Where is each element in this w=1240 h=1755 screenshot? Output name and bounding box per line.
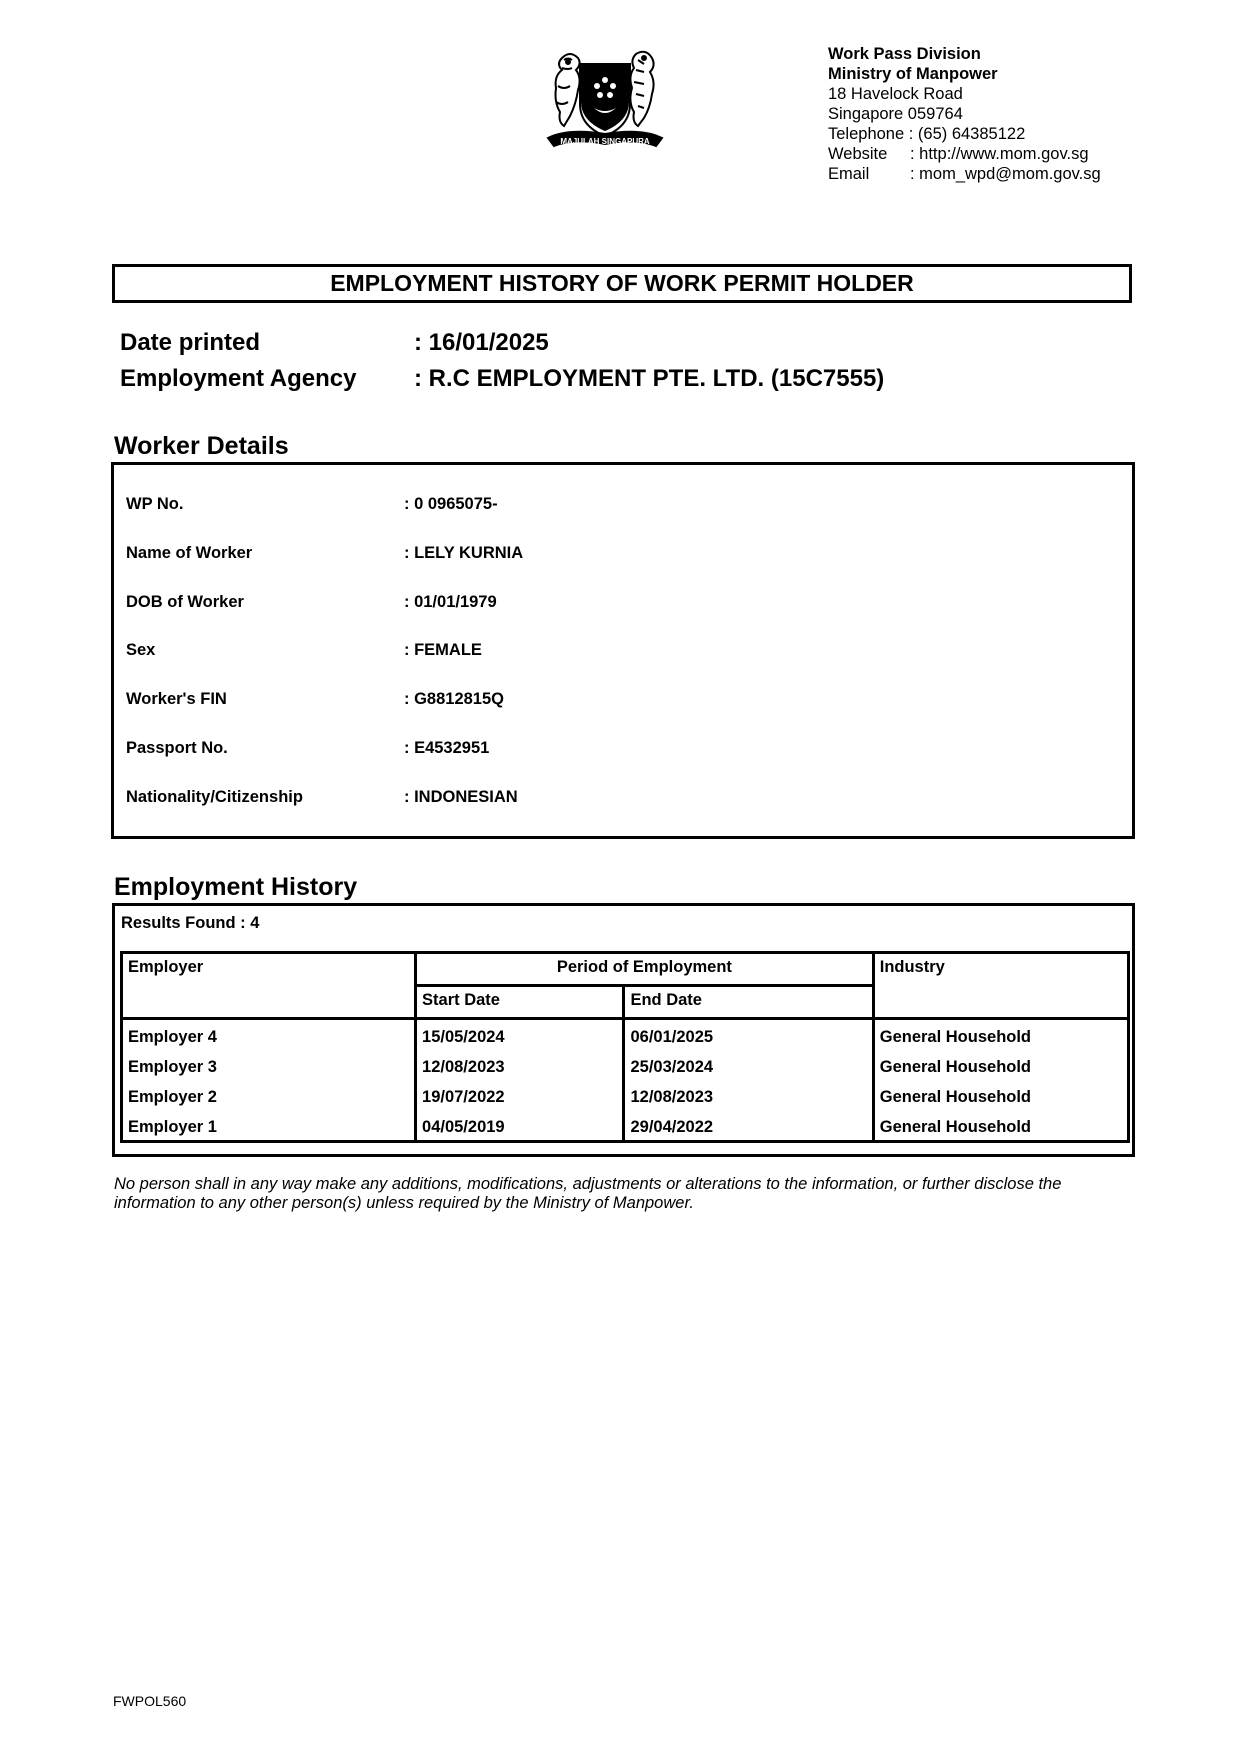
email-label: Email: [828, 165, 870, 183]
table-row: [122, 1114, 1129, 1142]
telephone: Telephone : (65) 64385122: [828, 125, 1026, 143]
address-line-2: Singapore 059764: [828, 105, 963, 123]
motto-banner: [548, 132, 662, 146]
field-label: Sex: [126, 641, 156, 659]
worker-row-name: [126, 544, 523, 563]
division-name: Work Pass Division: [828, 45, 981, 63]
worker-details-box: [111, 462, 1135, 839]
field-label: Worker's FIN: [126, 690, 227, 708]
employment-history-table: [120, 951, 1130, 1143]
field-label: Name of Worker: [126, 544, 253, 562]
cell-start-date: 19/07/2022: [416, 1084, 624, 1114]
cell-industry: General Household: [873, 1114, 1128, 1142]
worker-row-wp-no: [126, 495, 498, 514]
employment-history-box: [112, 903, 1135, 1157]
cell-employer: Employer 4: [122, 1019, 416, 1055]
cell-employer: Employer 2: [122, 1084, 416, 1114]
field-value: : 0 0965075-: [404, 495, 498, 513]
field-value: : INDONESIAN: [404, 788, 518, 806]
column-header-end-date: End Date: [624, 986, 873, 1019]
tiger-supporter-icon: [630, 52, 653, 126]
field-label: WP No.: [126, 495, 184, 513]
worker-row-sex: [126, 641, 482, 660]
employment-agency-label: Employment Agency: [120, 365, 357, 392]
field-label: DOB of Worker: [126, 593, 244, 611]
address-line-1: 18 Havelock Road: [828, 85, 963, 103]
disclaimer-text: No person shall in any way make any additions, modifications, adjustments or alterations to the information, or further disclose the information to any other person(s) unless required by the Ministry of Manpower.: [114, 1175, 1062, 1212]
worker-row-fin: [126, 690, 504, 709]
document-title: EMPLOYMENT HISTORY OF WORK PERMIT HOLDER: [112, 264, 1132, 303]
coat-of-arms-logo: [540, 46, 670, 158]
ministry-name: Ministry of Manpower: [828, 65, 998, 83]
email-row: [828, 164, 1101, 184]
table-row: [122, 1019, 1129, 1055]
cell-industry: General Household: [873, 1084, 1128, 1114]
cell-start-date: 04/05/2019: [416, 1114, 624, 1142]
employment-history-heading: Employment History: [114, 873, 358, 901]
column-header-period: Period of Employment: [416, 953, 874, 986]
date-printed-value: : 16/01/2025: [414, 329, 549, 356]
shield-icon: [580, 64, 630, 136]
motto-text: MAJULAH SINGAPURA: [560, 137, 650, 146]
column-header-employer: Employer: [122, 953, 416, 1019]
column-header-industry: Industry: [873, 953, 1128, 1019]
table-row: [122, 1084, 1129, 1114]
cell-end-date: 29/04/2022: [624, 1114, 873, 1142]
field-value: : E4532951: [404, 739, 490, 757]
results-count: Results Found : 4: [121, 914, 260, 932]
website-label: Website: [828, 145, 888, 163]
form-code: FWPOL560: [113, 1693, 187, 1709]
cell-employer: Employer 3: [122, 1054, 416, 1084]
cell-end-date: 12/08/2023: [624, 1084, 873, 1114]
email-link[interactable]: : mom_wpd@mom.gov.sg: [910, 165, 1101, 183]
worker-row-nationality: [126, 788, 518, 807]
table-row: [122, 1054, 1129, 1084]
field-label: Nationality/Citizenship: [126, 788, 303, 806]
date-printed-label: Date printed: [120, 329, 261, 356]
cell-employer: Employer 1: [122, 1114, 416, 1142]
date-printed-row: [120, 329, 549, 357]
cell-end-date: 25/03/2024: [624, 1054, 873, 1084]
website-link[interactable]: : http://www.mom.gov.sg: [910, 145, 1089, 163]
cell-end-date: 06/01/2025: [624, 1019, 873, 1055]
worker-row-passport: [126, 739, 489, 758]
field-value: : 01/01/1979: [404, 593, 497, 611]
cell-industry: General Household: [873, 1019, 1128, 1055]
employment-agency-row: [120, 365, 884, 393]
field-value: : LELY KURNIA: [404, 544, 524, 562]
employment-agency-value: : R.C EMPLOYMENT PTE. LTD. (15C7555): [414, 365, 885, 392]
lion-supporter-icon: [556, 54, 580, 126]
website-row: [828, 144, 1101, 164]
cell-start-date: 15/05/2024: [416, 1019, 624, 1055]
field-value: : G8812815Q: [404, 690, 504, 708]
field-value: : FEMALE: [404, 641, 482, 659]
ministry-address-block: [828, 44, 1101, 184]
cell-industry: General Household: [873, 1054, 1128, 1084]
worker-details-heading: Worker Details: [114, 432, 289, 460]
field-label: Passport No.: [126, 739, 228, 757]
worker-row-dob: [126, 593, 497, 612]
column-header-start-date: Start Date: [416, 986, 624, 1019]
cell-start-date: 12/08/2023: [416, 1054, 624, 1084]
